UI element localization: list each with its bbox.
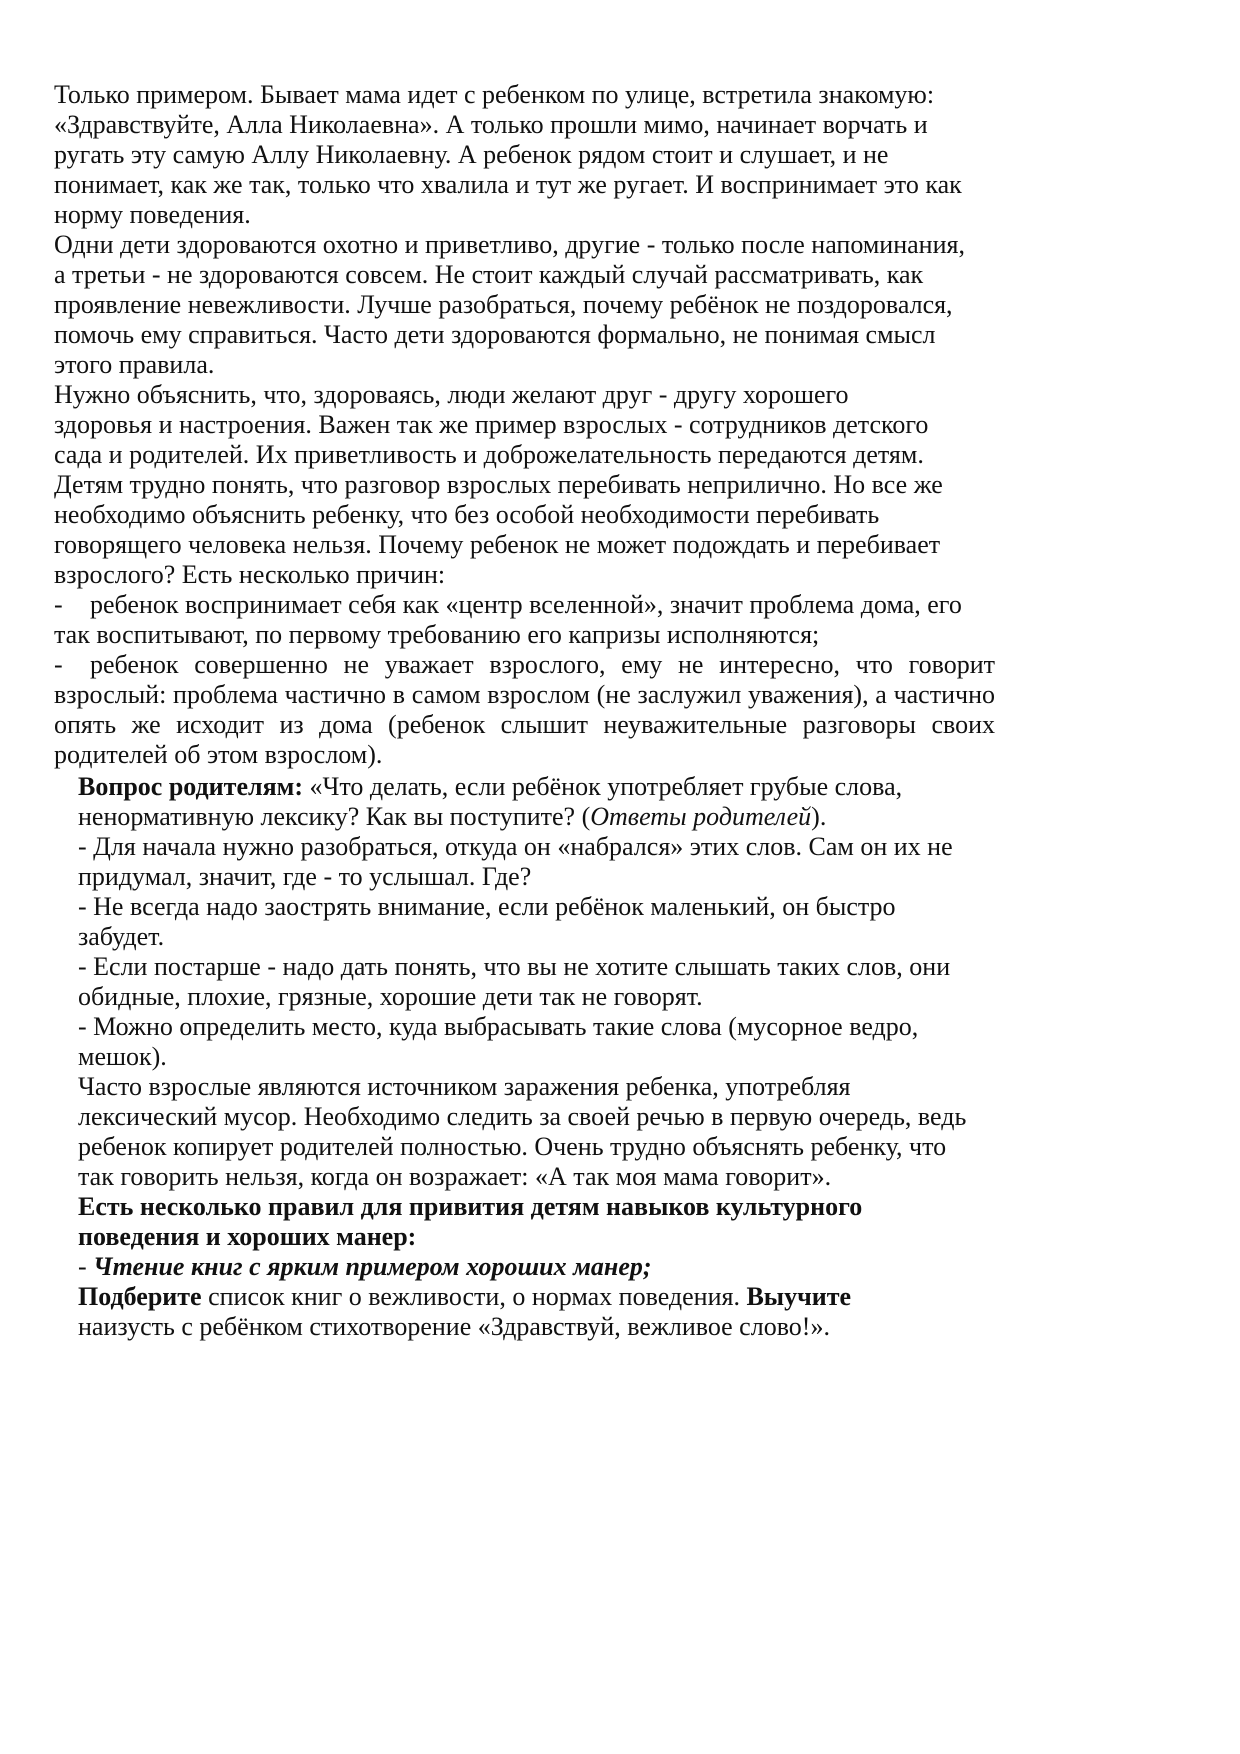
text-line: говорящего человека нельзя. Почему ребенок не может подождать и перебивает [54, 530, 941, 559]
answer-line: - Можно определить место, куда выбрасывать такие слова (мусорное ведро, [78, 1012, 919, 1041]
question-text: ненормативную лексику? Как вы поступите? ( [78, 802, 591, 831]
question-italic: Ответы родителей [590, 802, 812, 831]
final-text: список книг о вежливости, о нормах поведения. [201, 1282, 747, 1311]
text-line: необходимо объяснить ребенку, что без особой необходимости перебивать [54, 500, 880, 529]
text-line: Нужно объяснить, что, здороваясь, люди желают друг - другу хорошего [54, 380, 849, 409]
bullet-text-line: ребенок воспринимает себя как «центр вселенной», значит проблема дома, его [90, 590, 962, 619]
text-line: норму поведения. [54, 200, 251, 229]
final-bold-learn: Выучите [746, 1282, 852, 1311]
bullet-text-line: взрослый: проблема частично в самом взрослом (не заслужил уважения), а частично [54, 680, 995, 709]
text-line: Одни дети здороваются охотно и приветливо, другие - только после напоминания, [54, 230, 965, 259]
text-line: сада и родителей. Их приветливость и доброжелательность передаются детям. [54, 440, 924, 469]
rule-dash: - [78, 1252, 94, 1281]
answer-line: - Для начала нужно разобраться, откуда он «набрался» этих слов. Сам он их не [78, 832, 953, 861]
final-line: наизусть с ребёнком стихотворение «Здравствуй, вежливое слово!». [78, 1312, 830, 1341]
text-line: ругать эту самую Аллу Николаевну. А ребенок рядом стоит и слушает, и не [54, 140, 889, 169]
bullet-text-line: так воспитывают, по первому требованию его капризы исполняются; [54, 620, 820, 649]
text-line: взрослого? Есть несколько причин: [54, 560, 446, 589]
text-line: этого правила. [54, 350, 215, 379]
question-end: ). [811, 802, 827, 831]
final-bold-select: Подберите [78, 1282, 202, 1311]
rules-heading: Есть несколько правил для привития детям навыков культурного [78, 1192, 863, 1221]
bullet-text-line: опять же исходит из дома (ребенок слышит неуважительные разговоры своих [54, 710, 995, 739]
bullet-text-line: родителей об этом взрослом). [54, 740, 383, 769]
bullet-dash: - [54, 590, 63, 619]
text-line: помочь ему справиться. Часто дети здороваются формально, не понимая смысл [54, 320, 936, 349]
question-label: Вопрос родителям: [78, 772, 303, 801]
text-line: ребенок копирует родителей полностью. Очень трудно объяснять ребенку, что [78, 1132, 947, 1161]
answer-line: придумал, значит, где - то услышал. Где? [78, 862, 532, 891]
text-line: Часто взрослые являются источником заражения ребенка, употребляя [78, 1072, 851, 1101]
answer-line: забудет. [78, 922, 165, 951]
text-line: понимает, как же так, только что хвалила и тут же ругает. И воспринимает это как [54, 170, 962, 199]
final-line [78, 1280, 851, 1314]
text-line: лексический мусор. Необходимо следить за своей речью в первую очередь, ведь [78, 1102, 967, 1131]
text-line: проявление невежливости. Лучше разобраться, почему ребёнок не поздоровался, [54, 290, 953, 319]
rule-item [78, 1250, 652, 1284]
question-line [78, 770, 902, 804]
answer-line: - Не всегда надо заострять внимание, если ребёнок маленький, он быстро [78, 892, 896, 921]
text-line: так говорить нельзя, когда он возражает: «А так моя мама говорит». [78, 1162, 832, 1191]
question-text: «Что делать, если ребёнок употребляет грубые слова, [303, 772, 903, 801]
rules-heading: поведения и хороших манер: [78, 1222, 417, 1251]
answer-line: обидные, плохие, грязные, хорошие дети так не говорят. [78, 982, 703, 1011]
rule-text: Чтение книг с ярким примером хороших манер; [93, 1252, 652, 1281]
text-line: здоровья и настроения. Важен так же пример взрослых - сотрудников детского [54, 410, 929, 439]
question-line [78, 800, 826, 834]
text-line: «Здравствуйте, Алла Николаевна». А только прошли мимо, начинает ворчать и [54, 110, 928, 139]
answer-line: - Если постарше - надо дать понять, что вы не хотите слышать таких слов, они [78, 952, 951, 981]
bullet-dash: - [54, 650, 63, 679]
bullet-text-line: ребенок совершенно не уважает взрослого, ему не интересно, что говорит [90, 650, 995, 679]
text-line: Детям трудно понять, что разговор взрослых перебивать неприлично. Но все же [54, 470, 943, 499]
text-line: Только примером. Бывает мама идет с ребенком по улице, встретила знакомую: [54, 80, 935, 109]
text-line: а третьи - не здороваются совсем. Не стоит каждый случай рассматривать, как [54, 260, 924, 289]
answer-line: мешок). [78, 1042, 167, 1071]
